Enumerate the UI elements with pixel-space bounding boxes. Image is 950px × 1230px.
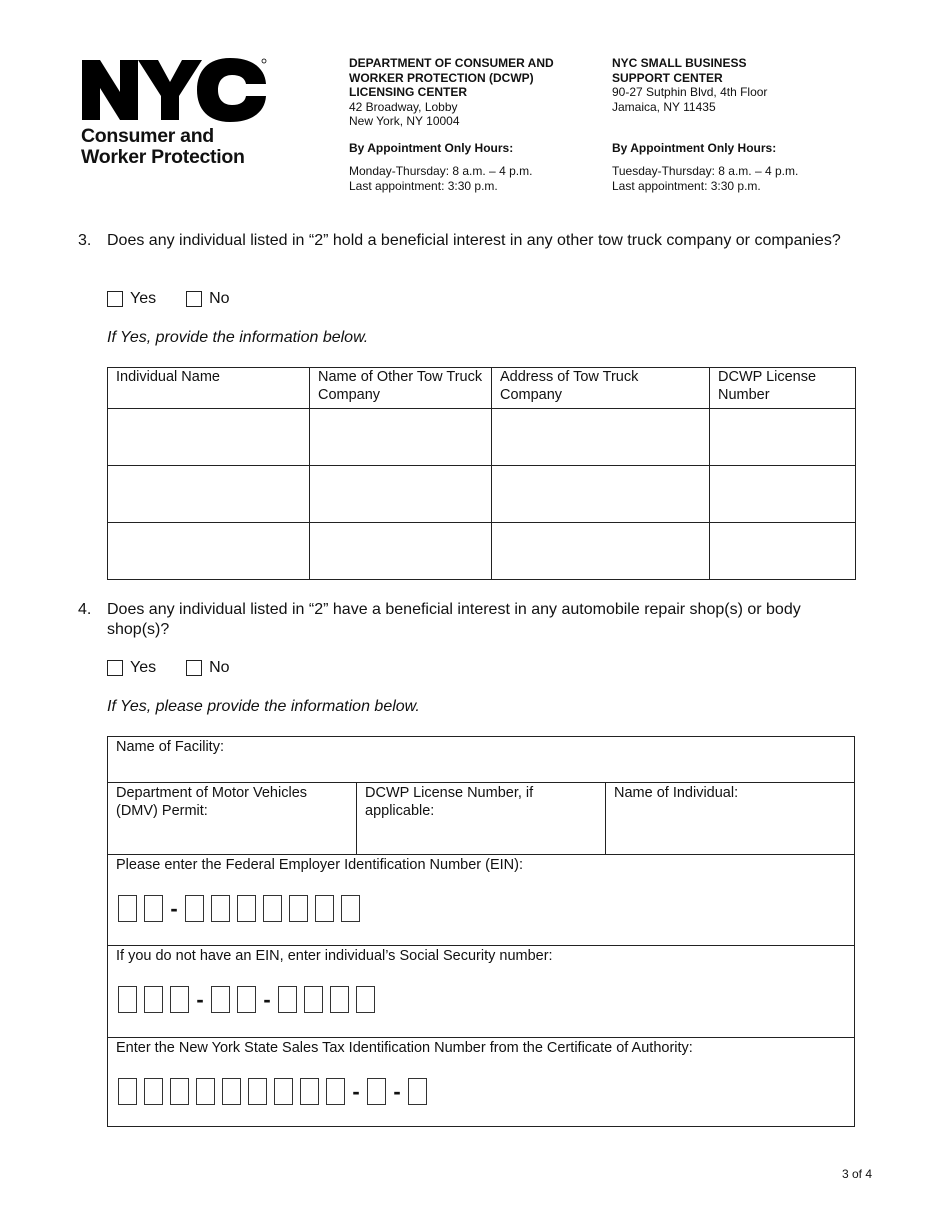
page-number: 3 of 4 bbox=[841, 1167, 872, 1181]
col-tow-company-address: Address of Tow Truck Company bbox=[492, 368, 710, 409]
table-cell[interactable] bbox=[108, 409, 310, 466]
digit-box[interactable] bbox=[118, 986, 137, 1013]
dcwp-license-field[interactable] bbox=[356, 783, 605, 854]
digit-box[interactable] bbox=[367, 1078, 386, 1105]
dash-separator: - bbox=[170, 896, 178, 921]
ssn-digit-boxes bbox=[118, 986, 382, 1013]
dash-separator: - bbox=[196, 987, 204, 1012]
sbsc-hours-title: By Appointment Only Hours: bbox=[612, 141, 777, 155]
digit-box[interactable] bbox=[118, 895, 137, 922]
col-other-tow-company: Name of Other Tow Truck Company bbox=[310, 368, 492, 409]
field-label: Name of Facility: bbox=[116, 739, 224, 755]
table-header-row bbox=[108, 368, 856, 409]
digit-box[interactable] bbox=[326, 1078, 345, 1105]
table-row bbox=[108, 523, 856, 580]
digit-box[interactable] bbox=[185, 895, 204, 922]
sbsc-hours: Tuesday-Thursday: 8 a.m. – 4 p.m. Last appointment: 3:30 p.m. bbox=[612, 164, 799, 193]
nyc-logo bbox=[82, 58, 268, 122]
table-cell[interactable] bbox=[310, 523, 492, 580]
ssn-row bbox=[108, 946, 854, 1038]
individual-name-field[interactable] bbox=[605, 783, 854, 854]
digit-box[interactable] bbox=[170, 986, 189, 1013]
digit-box[interactable] bbox=[248, 1078, 267, 1105]
table-cell[interactable] bbox=[492, 523, 710, 580]
digit-box[interactable] bbox=[315, 895, 334, 922]
ein-digit-boxes bbox=[118, 895, 367, 922]
table-cell[interactable] bbox=[710, 523, 856, 580]
digit-box[interactable] bbox=[237, 986, 256, 1013]
table-cell[interactable] bbox=[710, 466, 856, 523]
digit-box[interactable] bbox=[304, 986, 323, 1013]
q4-answer-options bbox=[107, 659, 260, 677]
table-cell[interactable] bbox=[310, 409, 492, 466]
digit-box[interactable] bbox=[211, 895, 230, 922]
sbsc-address-block: NYC SMALL BUSINESS SUPPORT CENTER 90-27 Sutphin Blvd, 4th Floor Jamaica, NY 11435 bbox=[612, 56, 768, 114]
col-individual-name: Individual Name bbox=[108, 368, 310, 409]
q3-answer-options bbox=[107, 290, 260, 308]
field-label: Please enter the Federal Employer Identification Number (EIN): bbox=[116, 857, 523, 873]
digit-box[interactable] bbox=[222, 1078, 241, 1105]
dash-separator: - bbox=[352, 1079, 360, 1104]
ein-row bbox=[108, 855, 854, 946]
permit-row bbox=[108, 783, 854, 855]
question-number: 3. bbox=[78, 232, 92, 249]
digit-box[interactable] bbox=[289, 895, 308, 922]
table-cell[interactable] bbox=[492, 409, 710, 466]
table-cell[interactable] bbox=[108, 466, 310, 523]
field-label: Enter the New York State Sales Tax Identification Number from the Certificate of Authority: bbox=[116, 1040, 693, 1056]
dash-separator: - bbox=[393, 1079, 401, 1104]
question-number: 4. bbox=[78, 601, 92, 618]
digit-box[interactable] bbox=[237, 895, 256, 922]
digit-box[interactable] bbox=[263, 895, 282, 922]
q3-instruction: If Yes, provide the information below. bbox=[107, 329, 369, 346]
q4-no-checkbox[interactable] bbox=[186, 660, 202, 676]
tow-truck-interest-table bbox=[107, 367, 856, 580]
digit-box[interactable] bbox=[274, 1078, 293, 1105]
field-label: DCWP License Number, if applicable: bbox=[365, 785, 534, 819]
field-label: If you do not have an EIN, enter individual’s Social Security number: bbox=[116, 948, 553, 964]
digit-box[interactable] bbox=[118, 1078, 137, 1105]
digit-box[interactable] bbox=[408, 1078, 427, 1105]
digit-box[interactable] bbox=[144, 895, 163, 922]
digit-box[interactable] bbox=[211, 986, 230, 1013]
q4-no-option[interactable]: No bbox=[186, 659, 229, 677]
q4-yes-option[interactable]: Yes bbox=[107, 659, 156, 677]
field-label: Department of Motor Vehicles (DMV) Permit: bbox=[116, 785, 308, 819]
question-text: Does any individual listed in “2” hold a beneficial interest in any other tow truck company or companies? bbox=[107, 232, 841, 249]
q4-yes-checkbox[interactable] bbox=[107, 660, 123, 676]
digit-box[interactable] bbox=[144, 986, 163, 1013]
table-row bbox=[108, 466, 856, 523]
table-cell[interactable] bbox=[310, 466, 492, 523]
facility-row bbox=[108, 737, 854, 783]
table-row bbox=[108, 409, 856, 466]
table-cell[interactable] bbox=[492, 466, 710, 523]
field-label: Name of Individual: bbox=[614, 785, 739, 801]
dcwp-hours-title: By Appointment Only Hours: bbox=[349, 141, 514, 155]
question-text: Does any individual listed in “2” have a beneficial interest in any automobile repair shop(s) or body shop(s)? bbox=[107, 601, 801, 638]
sales-tax-row bbox=[108, 1038, 854, 1128]
col-dcwp-license: DCWP License Number bbox=[710, 368, 856, 409]
dcwp-hours: Monday-Thursday: 8 a.m. – 4 p.m. Last appointment: 3:30 p.m. bbox=[349, 164, 533, 193]
dmv-permit-field[interactable] bbox=[108, 783, 356, 854]
digit-box[interactable] bbox=[144, 1078, 163, 1105]
table-cell[interactable] bbox=[710, 409, 856, 466]
q3-yes-checkbox[interactable] bbox=[107, 291, 123, 307]
q3-no-option[interactable]: No bbox=[186, 290, 229, 308]
digit-box[interactable] bbox=[170, 1078, 189, 1105]
q4-instruction: If Yes, please provide the information below. bbox=[107, 698, 420, 715]
digit-box[interactable] bbox=[300, 1078, 319, 1105]
q3-yes-option[interactable]: Yes bbox=[107, 290, 156, 308]
facility-name-field[interactable] bbox=[108, 737, 854, 782]
digit-box[interactable] bbox=[278, 986, 297, 1013]
repair-shop-form bbox=[107, 736, 855, 1127]
dash-separator: - bbox=[263, 987, 271, 1012]
sales-tax-digit-boxes bbox=[118, 1078, 434, 1105]
table-cell[interactable] bbox=[108, 523, 310, 580]
q3-no-checkbox[interactable] bbox=[186, 291, 202, 307]
digit-box[interactable] bbox=[330, 986, 349, 1013]
dcwp-address-block: DEPARTMENT OF CONSUMER AND WORKER PROTECTION (DCWP) LICENSING CENTER 42 Broadway, Lobby New York, NY 10004 bbox=[349, 56, 554, 129]
digit-box[interactable] bbox=[196, 1078, 215, 1105]
digit-box[interactable] bbox=[356, 986, 375, 1013]
logo-subtitle: Consumer and Worker Protection bbox=[81, 125, 245, 168]
digit-box[interactable] bbox=[341, 895, 360, 922]
